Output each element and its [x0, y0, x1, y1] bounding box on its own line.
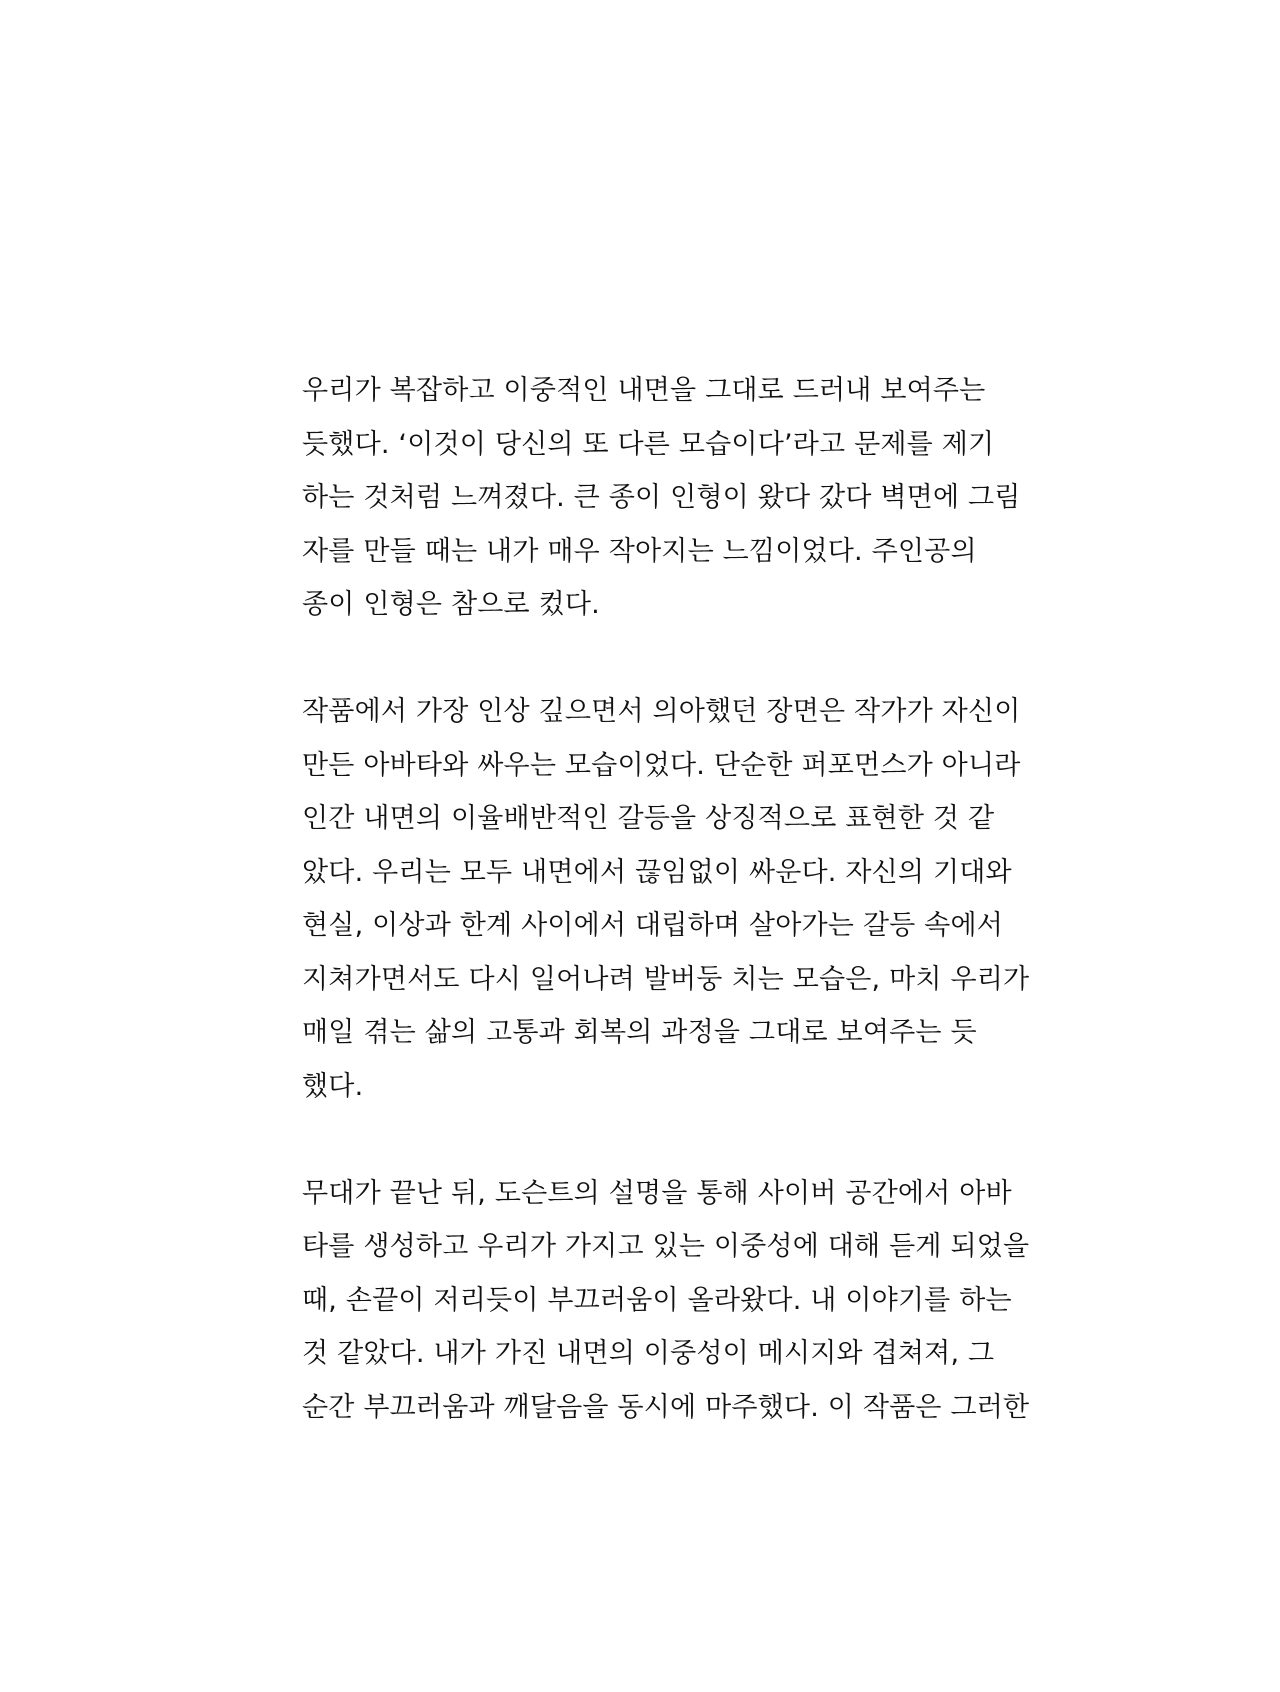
paragraph-line: 현실, 이상과 한계 사이에서 대립하며 살아가는 갈등 속에서 — [302, 910, 1004, 941]
paragraph-3 — [302, 1167, 1030, 1435]
paragraph-line: 지쳐가면서도 다시 일어나려 발버둥 치는 모습은, 마치 우리가 — [302, 963, 1030, 995]
paragraph-line: 자를 만들 때는 내가 매우 작아지는 느낌이었다. 주인공의 — [302, 535, 977, 567]
paragraph-line: 작품에서 가장 인상 깊으면서 의아했던 장면은 작가가 자신이 — [302, 696, 1021, 727]
paragraph-line: 하는 것처럼 느껴졌다. 큰 종이 인형이 왔다 갔다 벽면에 그림 — [302, 482, 1021, 513]
paragraph-1 — [302, 364, 1021, 632]
paragraph-line: 순간 부끄러움과 깨달음을 동시에 마주했다. 이 작품은 그러한 — [302, 1391, 1030, 1423]
paragraph-line: 때, 손끝이 저리듯이 부끄러움이 올라왔다. 내 이야기를 하는 — [302, 1284, 1012, 1316]
paragraph-line: 매일 겪는 삶의 고통과 회복의 과정을 그대로 보여주는 듯 — [302, 1017, 977, 1048]
paragraph-line: 했다. — [302, 1070, 364, 1102]
paragraph-line: 우리가 복잡하고 이중적인 내면을 그대로 드러내 보여주는 — [302, 375, 986, 406]
paragraph-line: 았다. 우리는 모두 내면에서 끊임없이 싸운다. 자신의 기대와 — [302, 856, 1012, 888]
paragraph-2 — [302, 685, 1030, 1113]
paragraph-line: 타를 생성하고 우리가 가지고 있는 이중성에 대해 듣게 되었을 — [302, 1231, 1030, 1262]
essay-body — [302, 364, 1030, 1434]
paragraph-line: 것 같았다. 내가 가진 내면의 이중성이 메시지와 겹쳐져, 그 — [302, 1338, 995, 1369]
paragraph-line: 무대가 끝난 뒤, 도슨트의 설명을 통해 사이버 공간에서 아바 — [302, 1177, 1012, 1209]
paragraph-line: 만든 아바타와 싸우는 모습이었다. 단순한 퍼포먼스가 아니라 — [302, 749, 1021, 781]
paragraph-line: 듯했다. ‘이것이 당신의 또 다른 모습이다’라고 문제를 제기 — [302, 428, 995, 460]
paragraph-line: 인간 내면의 이율배반적인 갈등을 상징적으로 표현한 것 같 — [302, 803, 995, 834]
paragraph-line: 종이 인형은 참으로 컸다. — [302, 589, 600, 620]
